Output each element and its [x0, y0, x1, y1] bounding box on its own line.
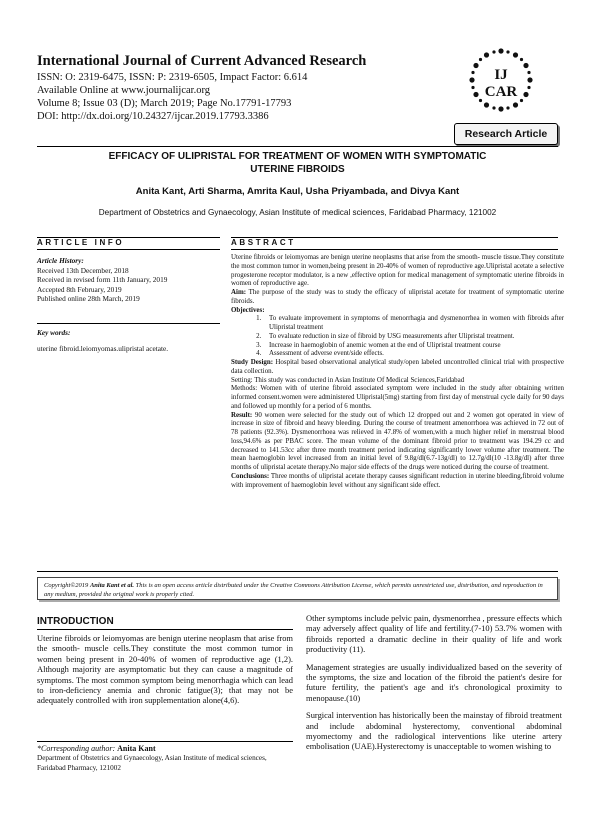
abstract-intro: Uterine fibroids or leiomyomas are benign uterine neoplasms that arise from the smooth- muscle tissue.They constitute the most common tumor in women,being present in 20-40% of women of reproductive age.Ulipristal acetate a selective progesterone receptor modulator, is a new ,effective option for medical management of symptomatic uterine fibroids in women of reproductive age.	[231, 253, 564, 288]
design-text: Hospital based observational analytical study/open labeled uncontrolled clinical trial with prospective data collection.	[231, 358, 564, 375]
journal-doi: DOI: http://dx.doi.org/10.24327/ijcar.2019.17793.3386	[37, 111, 269, 122]
corr-affiliation: Department of Obstetrics and Gynaecology, Asian Institute of medical sciences, Faridabad Pharmacy, 121002	[37, 754, 267, 772]
abstract-result	[231, 411, 564, 472]
published-date: Published online 28th March, 2019	[37, 294, 140, 304]
copyright-author: Anita Kant et al.	[89, 582, 135, 589]
journal-volume: Volume 8; Issue 03 (D); March 2019; Page No.17791-17793	[37, 98, 292, 109]
objective-item: 4. Assessment of adverse event/side effects.	[263, 349, 564, 358]
abstract-end-rule	[37, 571, 558, 572]
received-date: Received 13th December, 2018	[37, 265, 129, 275]
aim-text: The purpose of the study was to study the efficacy of ulipristal acetate for treatment of symptomatic uterine fibroids.	[231, 288, 564, 305]
intro-paragraph-2: Other symptoms include pelvic pain, dysmenorrhea , pressure effects which may adversely affect quality of life and fertility.(7-10) 53.7% women with fibroids reported a dramatic decline in their quality of life and work productivity (11).	[306, 613, 562, 655]
abstract-design	[231, 358, 564, 376]
corr-label: *Corresponding author:	[37, 744, 116, 753]
abstract-setting: Setting: This study was conducted in Asian Institute Of Medical Sciences,Faridabad	[231, 375, 465, 384]
journal-title: International Journal of Current Advanced Research	[37, 53, 367, 69]
conclusions-label: Conclusions:	[231, 471, 270, 480]
revised-date: Received in revised form 11th January, 2019	[37, 275, 168, 285]
history-label: Article History:	[37, 256, 84, 265]
authors: Anita Kant, Arti Sharma, Amrita Kaul, Usha Priyambada, and Divya Kant	[135, 186, 460, 197]
abstract-conclusions	[231, 472, 564, 490]
objective-item: 2. To evaluate reduction in size of fibroid by USG measurements after Ulipristal treatment.	[263, 332, 564, 341]
footnote-rule	[37, 741, 293, 742]
journal-availability: Available Online at www.journalijcar.org	[37, 85, 211, 96]
article-type-badge: Research Article	[454, 123, 558, 145]
objectives-list	[231, 314, 564, 358]
intro-paragraph-4: Surgical intervention has historically been the mainstay of fibroid treatment and include abdominal hysterectomy, conventional abdominal myomectomy and the radiological interventions like uterine artery embolisation (UAE).Hysterectomy is unacceptable to women wishing to	[306, 710, 562, 752]
keywords-text: uterine fibroid.leiomyomas.ulipristal acetate.	[37, 343, 169, 353]
paper-title	[37, 150, 558, 176]
abstract-body	[231, 253, 564, 489]
result-label: Result:	[231, 410, 253, 419]
journal-issn: ISSN: O: 2319-6475, ISSN: P: 2319-6505, Impact Factor: 6.614	[37, 72, 308, 83]
svg-text:CAR: CAR	[484, 84, 518, 100]
corr-name: Anita Kant	[117, 744, 156, 753]
header-divider	[37, 146, 558, 147]
accepted-date: Accepted 8th February, 2019	[37, 284, 122, 294]
keywords-rule	[37, 323, 220, 324]
copyright-prefix: Copyright©2019	[44, 582, 89, 589]
aim-label: Aim:	[231, 288, 247, 296]
abstract-methods: Methods: Women with of uterine fibroid associated symptom were included in the study after obtaining written informed consent.women were administered Ulipristal(5mg) starting from first day of menstrual cycle daily for 90 days and followed up monthly for a period of 6 months.	[231, 384, 564, 410]
objectives-label: Objectives:	[231, 305, 265, 314]
result-text: 90 women were selected for the study out of which 12 dropped out and 2 women got operated in view of increase in size of fibroid and heavy bleeding. During the course of treatment amenorrhoea was achieved in 72 out of 78 patients (92.3%). Dysmenorrhoea was relieved in 47.8% of women,with a much higher relief in menstrual blood loss,94.6% as per PBAC score. The mean volume of the dominant fibroid prior to treatment was 194.29 cc and decreased to 141.53cc after three month treatment period indicating significantly lower volume after treatment. The mean haemoglobin level increased from an initial level of 9.8g/dl(6.7-13g/dl) to 12.7g/dl(10 -13.8g/dl) after three months of ulipristal acetate therapy.No major side effects of the drugs were noticed during the course of treatment.	[231, 410, 565, 471]
copyright-notice	[37, 577, 558, 600]
objective-item: 3. Increase in haemoglobin of anemic women at the end of Ulipristal treatment course	[263, 341, 564, 350]
intro-paragraph-3: Management strategies are usually individualized based on the severity of the symptoms, the size and location of the fibroid the patient's desire for future fertility, the patient's age and it's chronological proximity to menopause.(10)	[306, 661, 562, 703]
abstract-bottom-rule	[231, 249, 558, 250]
keywords-block	[37, 328, 217, 353]
paper-title-line1: EFFICACY OF ULIPRISTAL FOR TREATMENT OF WOMEN WITH SYMPTOMATIC	[108, 151, 487, 162]
journal-logo	[468, 47, 534, 113]
info-bottom-rule	[37, 249, 220, 250]
design-label: Study Design:	[231, 358, 274, 366]
keywords-label: Key words:	[37, 328, 71, 337]
intro-left-column	[37, 633, 293, 713]
corresponding-author	[37, 744, 293, 773]
svg-text:IJ: IJ	[494, 67, 508, 83]
intro-paragraph-1: Uterine fibroids or leiomyomas are benign uterine neoplasm that arise from the smooth- muscle cells.They constitute the most common tumor in women being present in 20-40% of women of reproductive age (1,2). Although majority are asymptomatic but they can cause a magnitude of symptoms. The most common symptom being menorrhagia which can lead to iron-deficiency anemia and chronic fatigue(3); that may not be adequately controlled with iron supplementation alone(4,6).	[37, 633, 293, 706]
objective-item: 1. To evaluate improvement in symptoms of menorrhagia and dysmenorrhea in women with fibroids after Ulipristal treatment	[263, 314, 564, 332]
copyright-text: This is an open access article distributed under the Creative Commons Attribution License, which permits unrestricted use, distribution, and reproduction in any medium, provided the original work is properly cited.	[44, 582, 543, 598]
affiliation: Department of Obstetrics and Gynaecology, Asian Institute of medical sciences, Faridabad Pharmacy, 121002	[98, 208, 497, 217]
abstract-heading: ABSTRACT	[231, 238, 296, 247]
intro-right-column	[306, 613, 562, 759]
intro-rule	[37, 629, 293, 630]
abstract-aim	[231, 288, 564, 306]
article-history	[37, 256, 217, 304]
conclusions-text: Three months of ulipristal acetate therapy causes significant reduction in uterine bleeding,fibroid volume with improvement of haemoglobin level without any significant side effect.	[231, 471, 564, 489]
paper-title-line2: UTERINE FIBROIDS	[250, 164, 345, 175]
article-info-heading: ARTICLE INFO	[37, 238, 125, 247]
introduction-heading: INTRODUCTION	[37, 616, 114, 627]
